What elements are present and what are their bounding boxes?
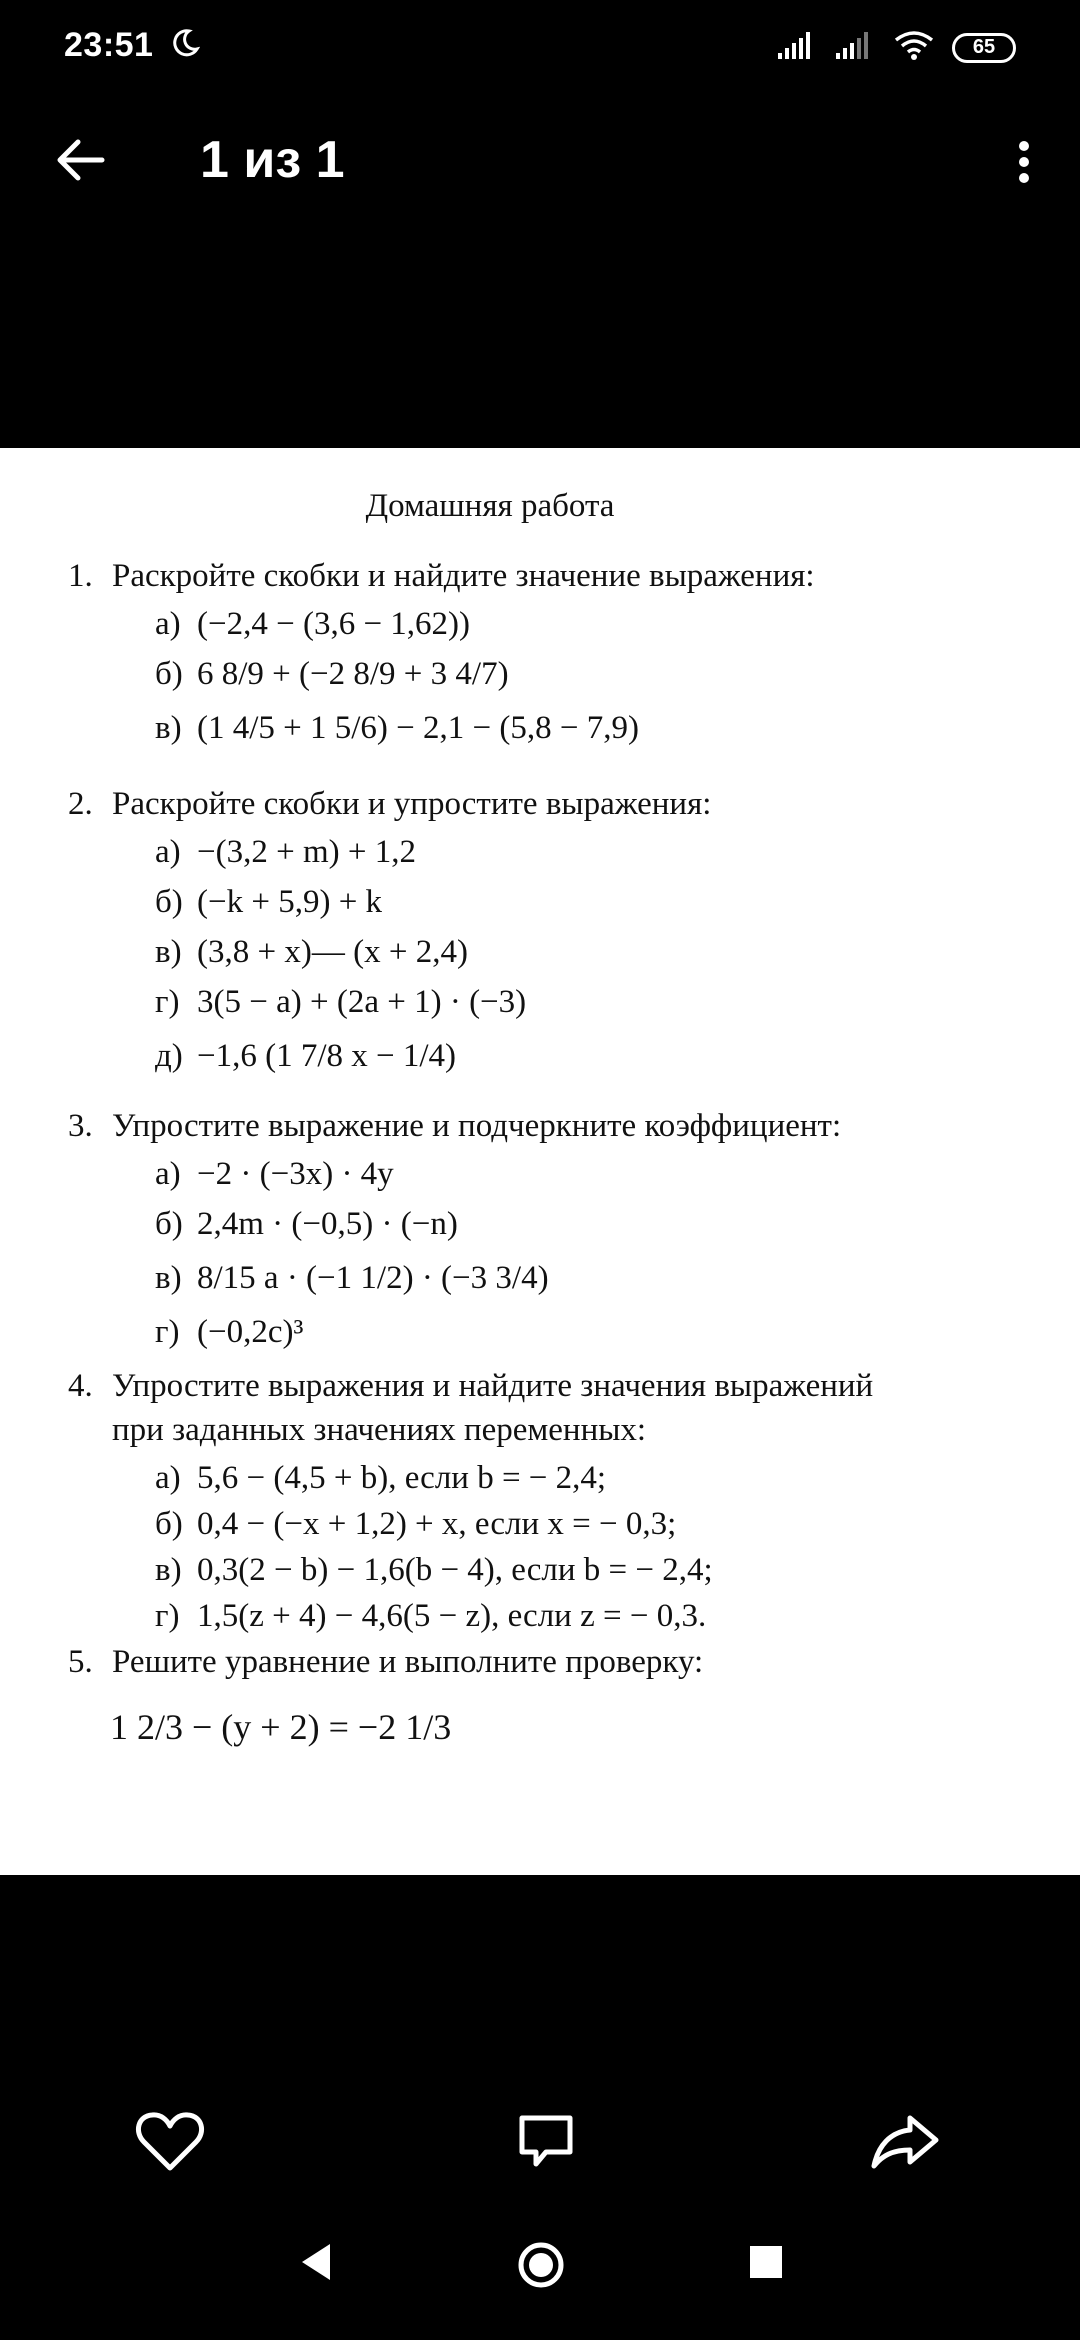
question-2-item-e	[155, 1038, 456, 1075]
question-number: 3.	[68, 1108, 93, 1144]
item-expression: 0,3(2 − b) − 1,6(b − 4), если b = − 2,4;	[197, 1552, 713, 1588]
question-3-item-c	[155, 1260, 549, 1297]
item-expression: 5,6 − (4,5 + b), если b = − 2,4;	[197, 1460, 607, 1496]
recents-square-icon[interactable]	[746, 2240, 786, 2289]
item-expression: (1 4/5 + 1 5/6) − 2,1 − (5,8 − 7,9)	[197, 710, 639, 746]
question-number: 1.	[68, 558, 93, 594]
item-expression: (3,8 + x)— (x + 2,4)	[197, 934, 468, 970]
item-label: в)	[155, 1260, 182, 1296]
question-3-item-b	[155, 1206, 458, 1243]
item-expression: 0,4 − (−x + 1,2) + x, если x = − 0,3;	[197, 1506, 677, 1542]
bottom-actions	[0, 2110, 1080, 2190]
question-text: Упростите выражение и подчеркните коэффициент:	[112, 1108, 842, 1144]
question-2-item-b	[155, 884, 382, 921]
item-label: б)	[155, 1506, 183, 1542]
item-expression: (−k + 5,9) + k	[197, 884, 383, 920]
item-label: а)	[155, 1156, 181, 1192]
question-number: 5.	[68, 1644, 93, 1680]
home-circle-icon[interactable]	[516, 2240, 566, 2295]
document-title: Домашняя работа	[365, 488, 615, 524]
item-label: г)	[155, 1598, 180, 1634]
battery-icon	[952, 33, 1016, 63]
item-expression: −1,6 (1 7/8 x − 1/4)	[197, 1038, 457, 1074]
item-expression: 1,5(z + 4) − 4,6(5 − z), если z = − 0,3.	[197, 1598, 707, 1634]
question-3-item-d	[155, 1314, 303, 1351]
item-label: б)	[155, 1206, 183, 1242]
wifi-icon	[894, 30, 934, 65]
item-label: а)	[155, 1460, 181, 1496]
item-label: д)	[155, 1038, 183, 1074]
question-4-continuation: при заданных значениях переменных:	[112, 1412, 647, 1448]
back-triangle-icon[interactable]	[296, 2240, 336, 2289]
item-expression: 2,4m · (−0,5) · (−n)	[197, 1206, 458, 1242]
question-2-item-c	[155, 934, 468, 971]
question-text: Раскройте скобки и найдите значение выражения:	[112, 558, 815, 594]
question-4-item-d	[155, 1598, 706, 1635]
question-text: Упростите выражения и найдите значения выражений	[112, 1368, 874, 1404]
item-expression: 3(5 − a) + (2a + 1) · (−3)	[197, 984, 527, 1020]
item-label: г)	[155, 1314, 180, 1350]
signal-icon	[778, 31, 818, 64]
back-arrow-icon[interactable]	[50, 130, 110, 195]
moon-icon	[170, 28, 200, 63]
app-bar	[0, 110, 1080, 210]
item-label: а)	[155, 834, 181, 870]
share-icon[interactable]	[870, 2110, 942, 2179]
question-4-item-a	[155, 1460, 606, 1497]
item-label: б)	[155, 884, 183, 920]
item-expression: (−0,2c)³	[197, 1314, 304, 1350]
question-1	[68, 558, 815, 595]
question-text: Решите уравнение и выполните проверку:	[112, 1644, 704, 1680]
system-nav-bar	[0, 2240, 1080, 2310]
question-1-item-a	[155, 606, 470, 643]
document-page	[0, 448, 1080, 1875]
item-label: в)	[155, 710, 182, 746]
question-5	[68, 1644, 703, 1681]
question-1-item-b	[155, 656, 509, 693]
question-text: Раскройте скобки и упростите выражения:	[112, 786, 712, 822]
item-expression: −(3,2 + m) + 1,2	[197, 834, 416, 870]
question-3	[68, 1108, 841, 1145]
question-4	[68, 1368, 873, 1405]
question-2	[68, 786, 711, 823]
status-time: 23:51	[64, 26, 154, 64]
question-4-item-b	[155, 1506, 676, 1543]
comment-icon[interactable]	[514, 2110, 578, 2179]
item-label: в)	[155, 1552, 182, 1588]
item-expression: (−2,4 − (3,6 − 1,62))	[197, 606, 471, 642]
question-number: 2.	[68, 786, 93, 822]
heart-icon[interactable]	[134, 2110, 206, 2179]
item-label: в)	[155, 934, 182, 970]
more-vertical-icon[interactable]	[1014, 132, 1034, 197]
battery-level: 65	[972, 36, 996, 58]
question-3-item-a	[155, 1156, 394, 1193]
item-expression: 8/15 a · (−1 1/2) · (−3 3/4)	[197, 1260, 549, 1296]
question-1-item-c	[155, 710, 639, 747]
question-number: 4.	[68, 1368, 93, 1404]
item-label: б)	[155, 656, 183, 692]
question-5-equation: 1 2/3 − (y + 2) = −2 1/3	[110, 1707, 452, 1747]
question-2-item-a	[155, 834, 416, 871]
item-expression: 6 8/9 + (−2 8/9 + 3 4/7)	[197, 656, 509, 692]
signal-icon	[836, 31, 876, 64]
item-expression: −2 · (−3x) · 4y	[197, 1156, 394, 1192]
status-bar	[0, 0, 1080, 96]
page-title: 1 из 1	[200, 131, 345, 189]
question-2-item-d	[155, 984, 526, 1021]
item-label: а)	[155, 606, 181, 642]
question-4-item-c	[155, 1552, 713, 1589]
item-label: г)	[155, 984, 180, 1020]
